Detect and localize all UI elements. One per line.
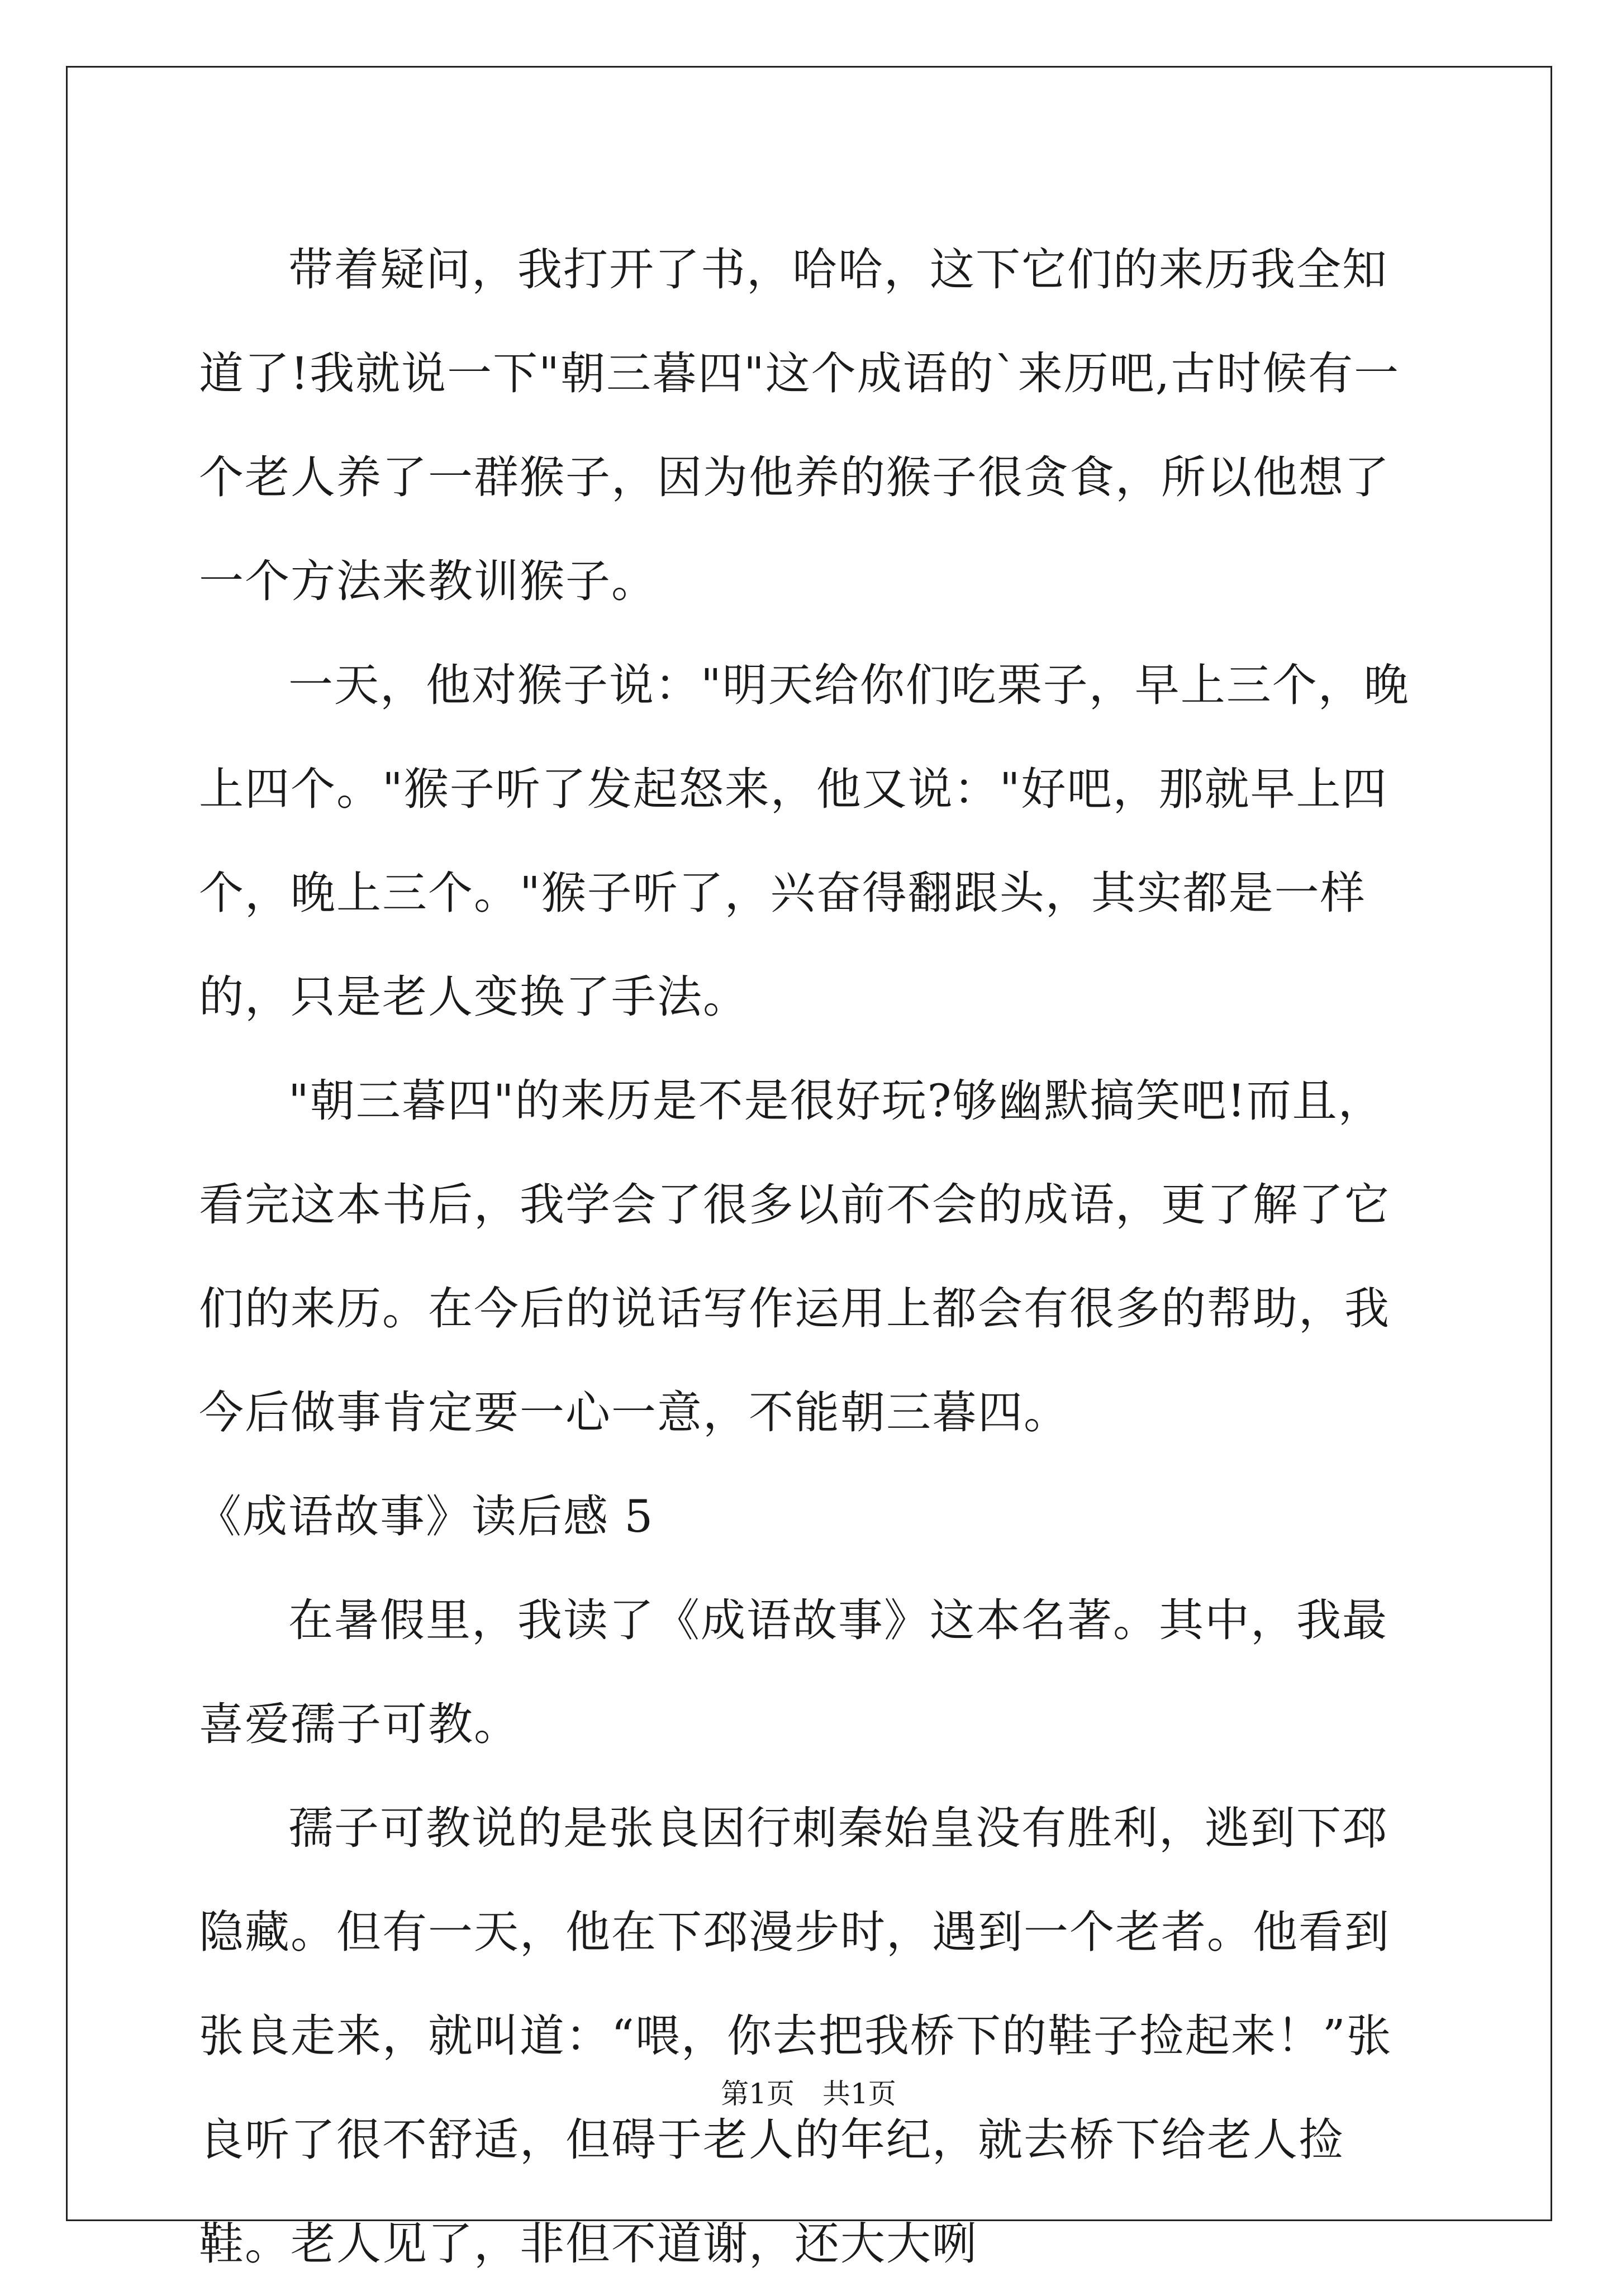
section-heading: 《成语故事》读后感 5 — [197, 1490, 654, 1542]
document-body — [199, 218, 1428, 2296]
paragraph: 孺子可教说的是张良因行刺秦始皇没有胜利，逃到下邳隐藏。但有一天，他在下邳漫步时，遇到一个老者。他看到张良走来，就叫道：“喂，你去把我桥下的鞋子捡起来！”张良听了很不舒适，但碍于老人的年纪，就去桥下给老人捡鞋。老人见了，非但不道谢，还大大咧 — [199, 1802, 1392, 2270]
page-number-footer: 第1页 共1页 — [721, 2078, 896, 2110]
paragraph: 带着疑问，我打开了书，哈哈，这下它们的来历我全知道了!我就说一下"朝三暮四"这个成语的`来历吧,古时候有一个老人养了一群猴子，因为他养的猴子很贪食，所以他想了一个方法来教训猴子。 — [199, 244, 1400, 607]
paragraph: 一天，他对猴子说："明天给你们吃栗子，早上三个，晚上四个。"猴子听了发起怒来，他又说："好吧，那就早上四个，晚上三个。"猴子听了，兴奋得翻跟头，其实都是一样的，只是老人变换了手法。 — [199, 659, 1410, 1023]
paragraph: "朝三暮四"的来历是不是很好玩?够幽默搞笑吧!而且，看完这本书后，我学会了很多以前不会的成语，更了解了它们的来历。在今后的说话写作运用上都会有很多的帮助，我今后做事肯定要一心一意，不能朝三暮四。 — [199, 1075, 1390, 1438]
paragraph: 在暑假里，我读了《成语故事》这本名著。其中，我最喜爱孺子可教。 — [199, 1594, 1388, 1750]
